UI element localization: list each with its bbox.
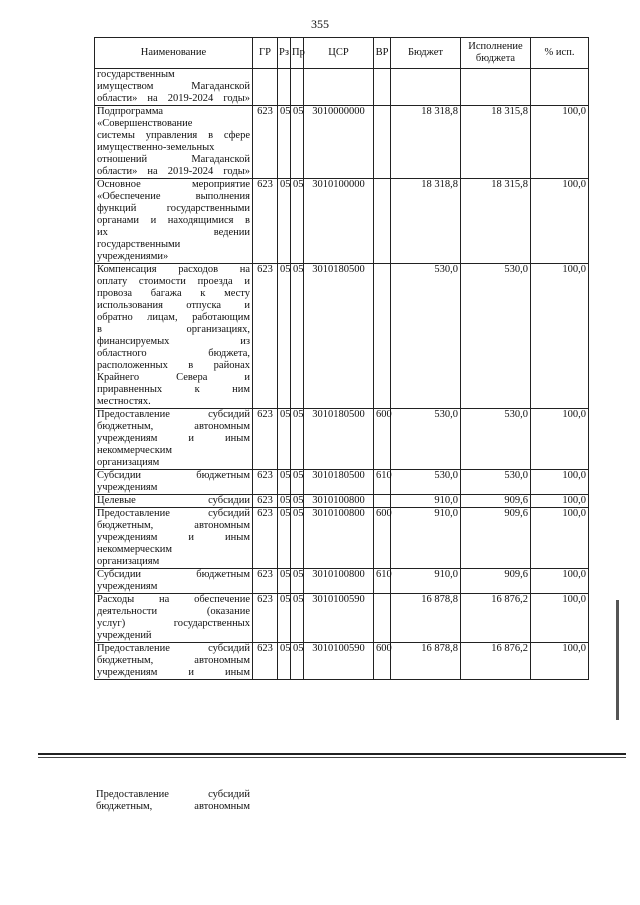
row-name-line: приравненных к ним — [97, 384, 250, 395]
row-vr: 600 — [374, 508, 391, 569]
row-budget: 530,0 — [391, 470, 461, 495]
row-pr: 05 — [291, 409, 304, 470]
page-divider — [38, 753, 626, 755]
row-budget: 910,0 — [391, 569, 461, 594]
row-rz: 05 — [278, 594, 291, 643]
table-row — [95, 69, 589, 106]
row-vr: 600 — [374, 643, 391, 680]
row-name-line: организациям — [97, 457, 160, 468]
row-name — [95, 470, 253, 495]
row-name — [95, 594, 253, 643]
row-name — [95, 179, 253, 264]
row-name-line: деятельности (оказание — [97, 606, 250, 617]
row-name-line: некоммерческим — [97, 445, 173, 456]
row-name-line: имущественно-земельных — [97, 142, 215, 153]
row-name-line: учреждениям и иным — [97, 532, 250, 543]
row-name-line: организациям — [97, 556, 160, 567]
row-csr: 3010100800 — [304, 495, 374, 508]
row-name-line: услуг) государственных — [97, 618, 250, 629]
row-budget: 18 318,8 — [391, 106, 461, 179]
row-csr — [304, 69, 374, 106]
row-gr: 623 — [253, 264, 278, 409]
row-name — [95, 106, 253, 179]
row-execution: 909,6 — [461, 508, 531, 569]
row-csr: 3010100000 — [304, 179, 374, 264]
row-name-line: области» на 2019-2024 годы» — [97, 166, 250, 177]
row-percent: 100,0 — [531, 409, 589, 470]
row-pr: 05 — [291, 643, 304, 680]
header-csr: ЦСР — [304, 38, 374, 69]
row-rz: 05 — [278, 569, 291, 594]
table-header-row — [95, 38, 589, 69]
header-gr: ГР — [253, 38, 278, 69]
row-name-line: Основное мероприятие — [97, 179, 250, 190]
row-gr: 623 — [253, 106, 278, 179]
row-execution: 18 315,8 — [461, 179, 531, 264]
row-vr: 610 — [374, 470, 391, 495]
row-name-line: использования отпуска и — [97, 300, 250, 311]
row-rz: 05 — [278, 409, 291, 470]
row-name-line: органами и находящимися в — [97, 215, 250, 226]
row-name — [95, 508, 253, 569]
row-name-line: государственным — [97, 69, 175, 80]
row-execution: 530,0 — [461, 264, 531, 409]
row-execution: 16 876,2 — [461, 594, 531, 643]
row-execution: 909,6 — [461, 569, 531, 594]
header-rz: Рз — [278, 38, 291, 69]
row-name-line: Подпрограмма — [97, 106, 164, 117]
row-name-line: области» на 2019-2024 годы» — [97, 93, 250, 104]
row-name-line: учреждениям — [97, 482, 158, 493]
row-gr: 623 — [253, 409, 278, 470]
header-percent: % исп. — [531, 38, 589, 69]
row-execution: 530,0 — [461, 409, 531, 470]
row-percent: 100,0 — [531, 106, 589, 179]
row-name — [95, 69, 253, 106]
table-row — [95, 179, 589, 264]
row-budget: 910,0 — [391, 495, 461, 508]
overflow-fragment-line: Предоставление субсидий — [96, 789, 250, 800]
row-execution: 18 315,8 — [461, 106, 531, 179]
row-gr: 623 — [253, 470, 278, 495]
row-name-line: Субсидии бюджетным — [97, 569, 250, 580]
table-row — [95, 264, 589, 409]
row-gr — [253, 69, 278, 106]
row-vr: 610 — [374, 569, 391, 594]
row-vr — [374, 594, 391, 643]
row-name-line: провоза багажа к месту — [97, 288, 250, 299]
header-name: Наименование — [95, 38, 253, 69]
row-execution: 16 876,2 — [461, 643, 531, 680]
row-name-line: их ведении — [97, 227, 250, 238]
row-percent: 100,0 — [531, 643, 589, 680]
header-pr: Пр — [291, 38, 304, 69]
row-budget — [391, 69, 461, 106]
row-name-line: Расходы на обеспечение — [97, 594, 250, 605]
row-name-line: Предоставление субсидий — [97, 409, 250, 420]
row-name-line: «Совершенствование — [97, 118, 193, 129]
page-divider-thin — [38, 757, 626, 758]
header-execution: Исполнение бюджета — [461, 38, 531, 69]
overflow-fragment-row — [94, 789, 588, 813]
row-vr: 600 — [374, 409, 391, 470]
row-name — [95, 643, 253, 680]
row-name-line: учреждениями» — [97, 251, 169, 262]
row-name-line: местностях. — [97, 396, 151, 407]
table-row — [95, 594, 589, 643]
row-name-line: Предоставление субсидий — [97, 508, 250, 519]
row-rz: 05 — [278, 643, 291, 680]
table-row — [95, 569, 589, 594]
row-name-line: учреждениям и иным — [97, 433, 250, 444]
row-percent: 100,0 — [531, 495, 589, 508]
row-rz: 05 — [278, 264, 291, 409]
row-pr: 05 — [291, 508, 304, 569]
row-csr: 3010180500 — [304, 470, 374, 495]
row-vr — [374, 179, 391, 264]
row-name-line: бюджетным, автономным — [97, 520, 250, 531]
overflow-fragment-line: бюджетным, автономным — [96, 801, 250, 812]
row-name-line: некоммерческим — [97, 544, 173, 555]
row-csr: 3010100590 — [304, 643, 374, 680]
row-name-line: имуществом Магаданской — [97, 81, 250, 92]
row-csr: 3010180500 — [304, 264, 374, 409]
row-budget: 530,0 — [391, 409, 461, 470]
row-name-line: в организациях, — [97, 324, 250, 335]
row-percent: 100,0 — [531, 264, 589, 409]
row-csr: 3010100590 — [304, 594, 374, 643]
row-gr: 623 — [253, 495, 278, 508]
row-name-line: Предоставление субсидий — [97, 643, 250, 654]
row-pr: 05 — [291, 594, 304, 643]
row-name-line: оплату стоимости проезда и — [97, 276, 250, 287]
row-percent: 100,0 — [531, 470, 589, 495]
table-body — [95, 69, 589, 680]
row-budget: 910,0 — [391, 508, 461, 569]
row-name-line: бюджетным, автономным — [97, 655, 250, 666]
table-row — [95, 495, 589, 508]
row-pr: 05 — [291, 495, 304, 508]
row-name-line: обратно лицам, работающим — [97, 312, 250, 323]
row-name — [95, 409, 253, 470]
row-name-line: учреждениям — [97, 581, 158, 592]
row-name-line: Целевые субсидии — [97, 495, 250, 506]
row-pr: 05 — [291, 179, 304, 264]
row-name-line: расположенных в районах — [97, 360, 250, 371]
row-csr: 3010180500 — [304, 409, 374, 470]
row-name — [95, 264, 253, 409]
row-vr — [374, 264, 391, 409]
row-name-line: государственными — [97, 239, 181, 250]
row-name-line: финансируемых из — [97, 336, 250, 347]
row-vr — [374, 106, 391, 179]
row-execution: 530,0 — [461, 470, 531, 495]
scan-margin-mark — [616, 600, 619, 720]
table-row — [95, 409, 589, 470]
row-name — [95, 495, 253, 508]
header-budget: Бюджет — [391, 38, 461, 69]
row-execution — [461, 69, 531, 106]
row-rz: 05 — [278, 495, 291, 508]
row-percent: 100,0 — [531, 594, 589, 643]
row-execution: 909,6 — [461, 495, 531, 508]
row-vr — [374, 69, 391, 106]
table-row — [95, 106, 589, 179]
row-name-line: функций государственными — [97, 203, 250, 214]
row-name-line: бюджетным, автономным — [97, 421, 250, 432]
row-name-line: «Обеспечение выполнения — [97, 191, 250, 202]
table-row — [95, 643, 589, 680]
row-name-line: областного бюджета, — [97, 348, 250, 359]
row-gr: 623 — [253, 508, 278, 569]
row-gr: 623 — [253, 569, 278, 594]
row-rz: 05 — [278, 106, 291, 179]
row-budget: 16 878,8 — [391, 643, 461, 680]
row-budget: 530,0 — [391, 264, 461, 409]
row-pr — [291, 69, 304, 106]
budget-execution-table — [94, 37, 589, 680]
overflow-fragment-table — [94, 789, 588, 813]
row-name-line: учреждениям и иным — [97, 667, 250, 678]
row-gr: 623 — [253, 179, 278, 264]
row-gr: 623 — [253, 643, 278, 680]
table-row — [95, 508, 589, 569]
row-percent: 100,0 — [531, 569, 589, 594]
row-rz: 05 — [278, 179, 291, 264]
row-percent: 100,0 — [531, 179, 589, 264]
row-csr: 3010100800 — [304, 508, 374, 569]
row-budget: 18 318,8 — [391, 179, 461, 264]
row-pr: 05 — [291, 264, 304, 409]
row-rz: 05 — [278, 470, 291, 495]
row-pr: 05 — [291, 106, 304, 179]
row-percent — [531, 69, 589, 106]
row-pr: 05 — [291, 569, 304, 594]
table-row — [95, 470, 589, 495]
row-budget: 16 878,8 — [391, 594, 461, 643]
row-name-line: системы управления в сфере — [97, 130, 250, 141]
row-rz — [278, 69, 291, 106]
row-name-line: Субсидии бюджетным — [97, 470, 250, 481]
row-pr: 05 — [291, 470, 304, 495]
row-name-line: учреждений — [97, 630, 152, 641]
overflow-fragment-name — [94, 789, 252, 813]
row-vr — [374, 495, 391, 508]
row-csr: 3010000000 — [304, 106, 374, 179]
row-name-line: Компенсация расходов на — [97, 264, 250, 275]
row-name-line: Крайнего Севера и — [97, 372, 250, 383]
page-number: 355 — [311, 17, 329, 31]
row-name — [95, 569, 253, 594]
row-csr: 3010100800 — [304, 569, 374, 594]
row-name-line: отношений Магаданской — [97, 154, 250, 165]
row-gr: 623 — [253, 594, 278, 643]
row-rz: 05 — [278, 508, 291, 569]
header-vr: ВР — [374, 38, 391, 69]
row-percent: 100,0 — [531, 508, 589, 569]
